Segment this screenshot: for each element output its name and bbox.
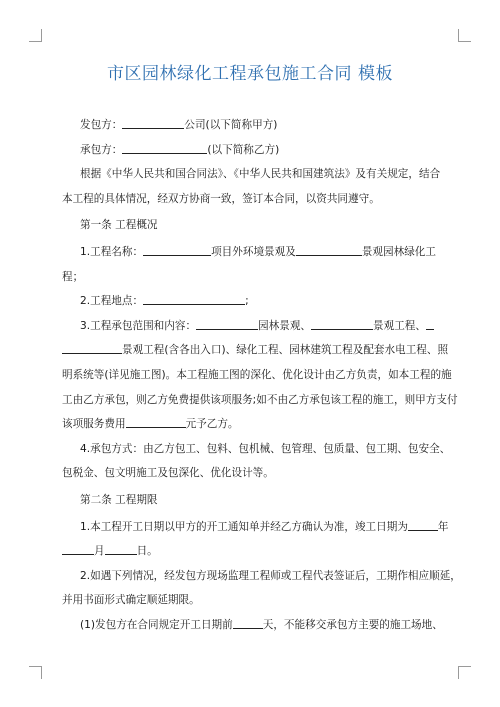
delay-item-1-end: 天，不能移交承包方主要的施工场地、: [262, 618, 443, 631]
article-2-title: 第二条 工程期限: [80, 493, 158, 506]
contractor-line: [62, 138, 440, 163]
period-line-2: [62, 539, 440, 564]
scope-blank-2: [311, 318, 373, 330]
delay-item-1-text: (1)发包方在合同规定开工日期前: [80, 618, 233, 631]
delay-line-2: 并用书面形式确定顺延期限。: [62, 594, 200, 607]
project-name-cont: 程；: [62, 270, 84, 283]
document-title: 市区园林绿化工程承包施工合同 模板: [107, 64, 393, 84]
scope-cont-4: [62, 412, 440, 437]
scope-cont-4-text: 该项服务费用: [62, 418, 126, 431]
month-label: 月: [94, 545, 105, 558]
project-name-blank-1: [143, 244, 211, 256]
scope-blank-3: [426, 318, 434, 330]
scope-cont-1-text: 景观工程(含各出入口)、绿化工程、园林建筑工程及配套水电工程、照: [122, 344, 449, 357]
scope-mid-1: 园林景观、: [258, 319, 312, 332]
mode-line-1: 4.承包方式：由乙方包工、包料、包机械、包管理、包质量、包工期、包安全、: [80, 442, 451, 455]
project-name-end: 景观园林绿化工: [361, 245, 436, 258]
scope-cont-1: [62, 338, 449, 363]
site-label: 2.工程地点：: [80, 295, 144, 308]
contractor-suffix: (以下简称乙方): [207, 143, 280, 156]
crop-mark-top-right: [458, 29, 471, 42]
project-name-blank-2: [296, 244, 362, 256]
days-blank: [233, 617, 263, 629]
mode-line-2: 包税金、包文明施工及包深化、优化设计等。: [62, 467, 274, 480]
period-line-1-text: 1.本工程开工日期以甲方的开工通知单并经乙方确认为准，竣工日期为: [80, 520, 408, 533]
project-name-label: 1.工程名称：: [80, 245, 144, 258]
employer-suffix: 公司(以下简称甲方): [184, 119, 278, 131]
crop-mark-top-left: [29, 29, 42, 42]
site-end: ;: [245, 295, 249, 308]
scope-blank-1: [196, 318, 258, 330]
service-fee-blank: [126, 416, 186, 428]
employer-line: [62, 113, 440, 138]
day-label: 日。: [136, 545, 158, 558]
site-line: [62, 289, 440, 314]
article-1-title: 第一条 工程概况: [80, 219, 158, 232]
employer-blank: [122, 117, 184, 129]
site-blank: [143, 293, 245, 305]
project-name-line: [62, 240, 440, 265]
basis-line-2: 本工程的具体情况，经双方协商一致，签订本合同，以资共同遵守。: [62, 192, 380, 205]
contractor-label: 承包方：: [80, 143, 123, 156]
year-label: 年: [437, 520, 449, 533]
scope-cont-3: 工由乙方承包，则乙方免费提供该项服务;如不由乙方承包该工程的施工，则甲方支付: [62, 393, 458, 406]
scope-cont-4-end: 元予乙方。: [185, 418, 239, 431]
crop-mark-bottom-right: [458, 666, 471, 679]
scope-label: 3.工程承包范围和内容：: [80, 319, 197, 332]
delay-line-1: 2.如遇下列情况，经发包方现场监理工程师或工程代表签证后，工期作相应顺延，: [80, 569, 461, 582]
day-blank: [105, 543, 137, 555]
month-blank: [62, 543, 94, 555]
delay-item-1: [62, 613, 443, 638]
scope-cont-blank: [62, 342, 122, 354]
scope-line: [62, 314, 440, 339]
scope-mid-2: 景观工程、: [373, 319, 426, 332]
document-body: [62, 113, 461, 637]
employer-label: 发包方：: [80, 119, 123, 131]
year-blank: [408, 519, 438, 531]
basis-line-1: 根据《中华人民共和国合同法》、《中华人民共和国建筑法》及有关规定，结合: [80, 168, 441, 181]
scope-cont-2: 明系统等(详见施工图)。本工程施工图的深化、优化设计由乙方负责，如本工程的施: [62, 368, 452, 381]
period-line-1: [62, 515, 449, 540]
contractor-blank: [122, 142, 207, 154]
project-name-mid: 项目外环境景观及: [211, 245, 296, 258]
crop-mark-bottom-left: [29, 666, 42, 679]
